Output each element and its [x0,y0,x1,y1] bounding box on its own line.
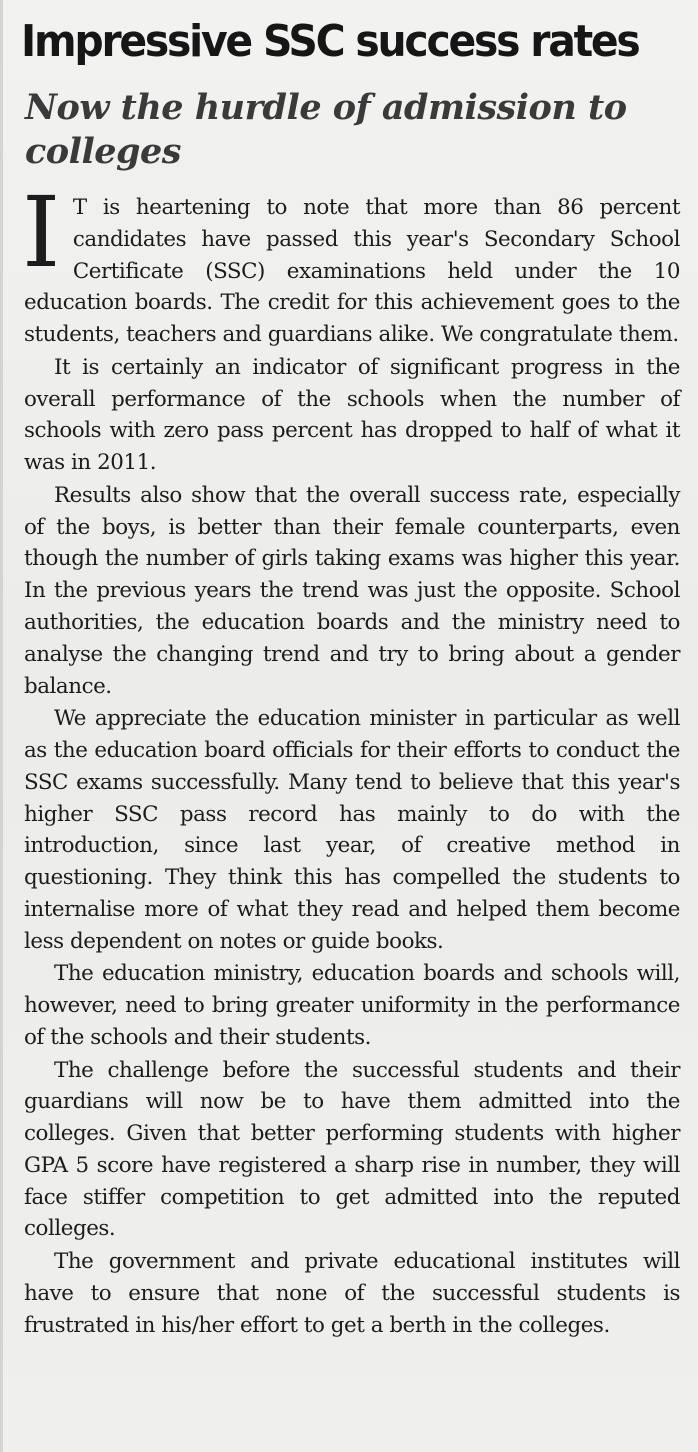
headline: Impressive SSC success rates [21,16,639,67]
article-body [22,176,680,1342]
paragraph-2: It is certainly an indicator of significant progress in the overall performance of the schools when the number of schools with zero pass percent has dropped to half of what it was in 2011. [24,354,680,476]
paragraph-5: The education ministry, education boards and schools will, however, need to bring greater uniformity in the performance of the schools and their students. [24,961,680,1050]
paragraph-1 [22,176,680,351]
paragraph-7: The government and private educational institutes will have to ensure that none of the successful students is frustrated in his/her effort to get a berth in the colleges. [24,1249,680,1338]
drop-cap: I [22,176,60,289]
paragraph-4: We appreciate the education minister in particular as well as the education board officials for their efforts to conduct the SSC exams successfully. Many tend to believe that this year's higher SSC pass record has mainly to do with the introduction, since last year, of creative method in questioning. They think this has compelled the students to internalise more of what they read and helped them become less dependent on notes or guide books. [24,706,680,954]
paragraph-3: Results also show that the overall success rate, especially of the boys, is better than their female counterparts, even though the number of girls taking exams was higher this year. In the previous years the trend was just the opposite. School authorities, the education boards and the ministry need to analyse the changing trend and try to bring about a gender balance. [24,482,680,699]
paragraph-1-text: T is heartening to note that more than 86 percent candidates have passed this year's Secondary School Certificate (SSC) examinations held under the 10 education boards. The credit for this achievement goes to the students, teachers and guardians alike. We congratulate them. [24,195,680,348]
subheadline: Now the hurdle of admission to colleges [25,87,627,172]
paragraph-6: The challenge before the successful students and their guardians will now be to have them admitted into the colleges. Given that better performing students with higher GPA 5 score have registered a sharp rise in number, they will face stiffer competition to get admitted into the reputed colleges. [24,1057,680,1242]
